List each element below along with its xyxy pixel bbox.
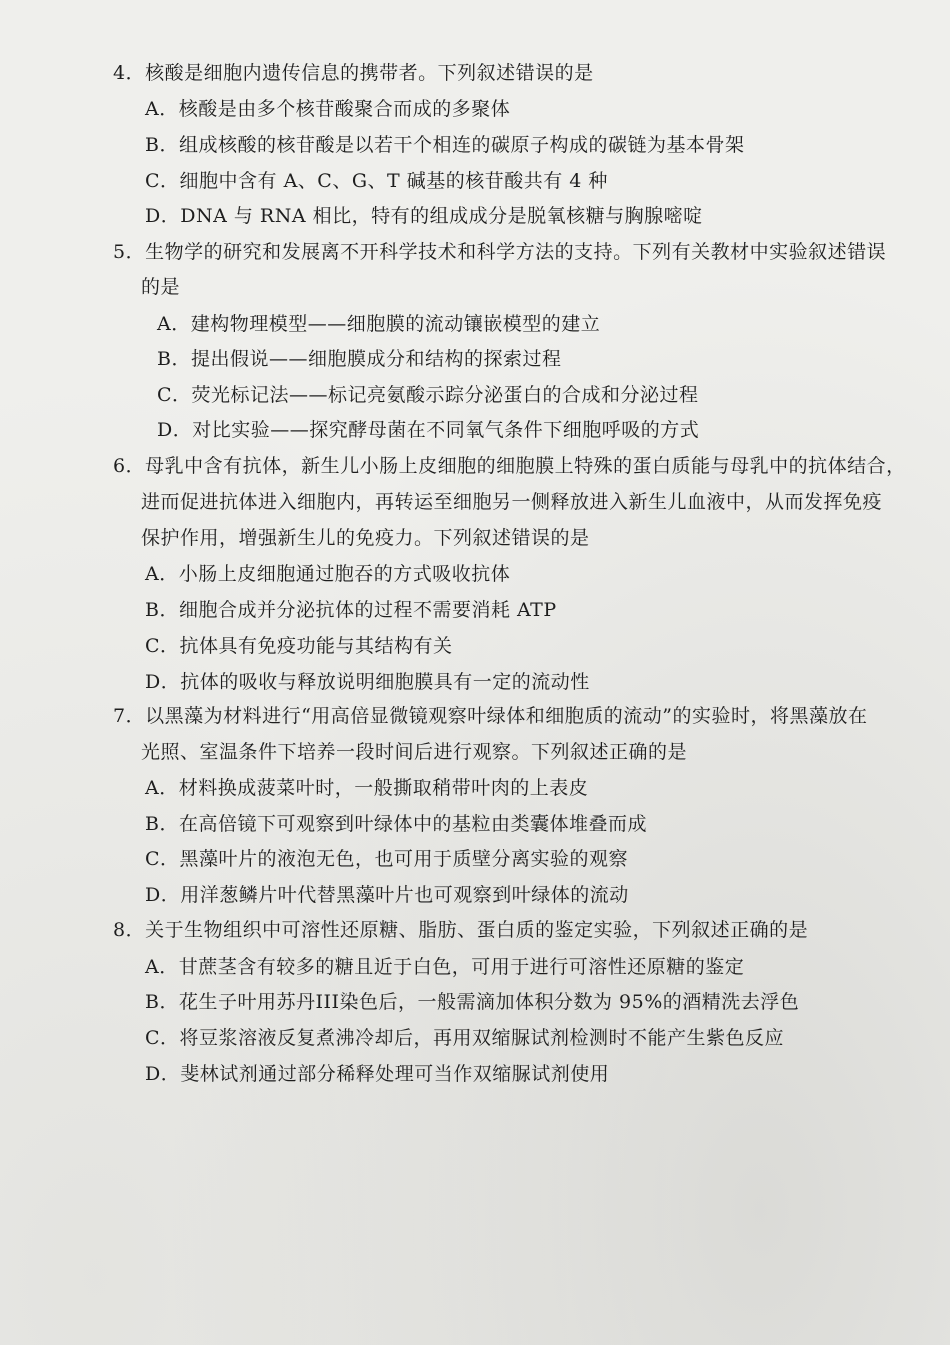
question-8-stem: 8．关于生物组织中可溶性还原糖、脂肪、蛋白质的鉴定实验，下列叙述正确的是 [113, 919, 809, 941]
question-4-option-b: B．组成核酸的核苷酸是以若干个相连的碳原子构成的碳链为基本骨架 [145, 134, 745, 156]
question-7-option-d: D．用洋葱鳞片叶代替黑藻叶片也可观察到叶绿体的流动 [145, 884, 629, 906]
question-5-option-a: A．建构物理模型——细胞膜的流动镶嵌模型的建立 [157, 313, 601, 335]
question-5-option-d: D．对比实验——探究酵母菌在不同氧气条件下细胞呼吸的方式 [157, 419, 700, 441]
question-8-option-a: A．甘蔗茎含有较多的糖且近于白色，可用于进行可溶性还原糖的鉴定 [145, 956, 745, 978]
question-8-option-b: B．花生子叶用苏丹III染色后，一般需滴加体积分数为 95%的酒精洗去浮色 [145, 991, 800, 1013]
question-6-stem: 6．母乳中含有抗体，新生儿小肠上皮细胞的细胞膜上特殊的蛋白质能与母乳中的抗体结合， [113, 455, 906, 477]
question-8-option-c: C．将豆浆溶液反复煮沸冷却后，再用双缩脲试剂检测时不能产生紫色反应 [145, 1027, 785, 1049]
question-5-stem-cont: 的是 [141, 276, 181, 298]
question-6-option-a: A．小肠上皮细胞通过胞吞的方式吸收抗体 [145, 563, 511, 585]
question-5-option-c: C．荧光标记法——标记亮氨酸示踪分泌蛋白的合成和分泌过程 [157, 384, 699, 406]
question-4-stem: 4．核酸是细胞内遗传信息的携带者。下列叙述错误的是 [113, 62, 594, 84]
question-4-option-c: C．细胞中含有 A、C、G、T 碱基的核苷酸共有 4 种 [145, 170, 608, 192]
question-5-option-b: B．提出假说——细胞膜成分和结构的探索过程 [157, 348, 562, 370]
question-7-option-c: C．黑藻叶片的液泡无色，也可用于质壁分离实验的观察 [145, 848, 629, 870]
question-4-option-d: D．DNA 与 RNA 相比，特有的组成成分是脱氧核糖与胸腺嘧啶 [145, 205, 703, 227]
question-6-option-d: D．抗体的吸收与释放说明细胞膜具有一定的流动性 [145, 671, 590, 693]
question-4-option-a: A．核酸是由多个核苷酸聚合而成的多聚体 [145, 98, 511, 120]
question-6-stem-cont-1: 进而促进抗体进入细胞内，再转运至细胞另一侧释放进入新生儿血液中，从而发挥免疫 [141, 491, 883, 513]
question-8-option-d: D．斐林试剂通过部分稀释处理可当作双缩脲试剂使用 [145, 1063, 610, 1085]
question-7-option-b: B．在高倍镜下可观察到叶绿体中的基粒由类囊体堆叠而成 [145, 813, 647, 835]
question-7-option-a: A．材料换成菠菜叶时，一般撕取稍带叶肉的上表皮 [145, 777, 589, 799]
question-5-stem: 5．生物学的研究和发展离不开科学技术和科学方法的支持。下列有关教材中实验叙述错误 [113, 241, 887, 263]
question-6-stem-cont-2: 保护作用，增强新生儿的免疫力。下列叙述错误的是 [141, 527, 590, 549]
question-6-option-c: C．抗体具有免疫功能与其结构有关 [145, 635, 453, 657]
question-6-option-b: B．细胞合成并分泌抗体的过程不需要消耗 ATP [145, 599, 557, 621]
question-7-stem-cont: 光照、室温条件下培养一段时间后进行观察。下列叙述正确的是 [141, 741, 688, 763]
question-7-stem: 7．以黑藻为材料进行“用高倍显微镜观察叶绿体和细胞质的流动”的实验时，将黑藻放在 [113, 705, 868, 727]
